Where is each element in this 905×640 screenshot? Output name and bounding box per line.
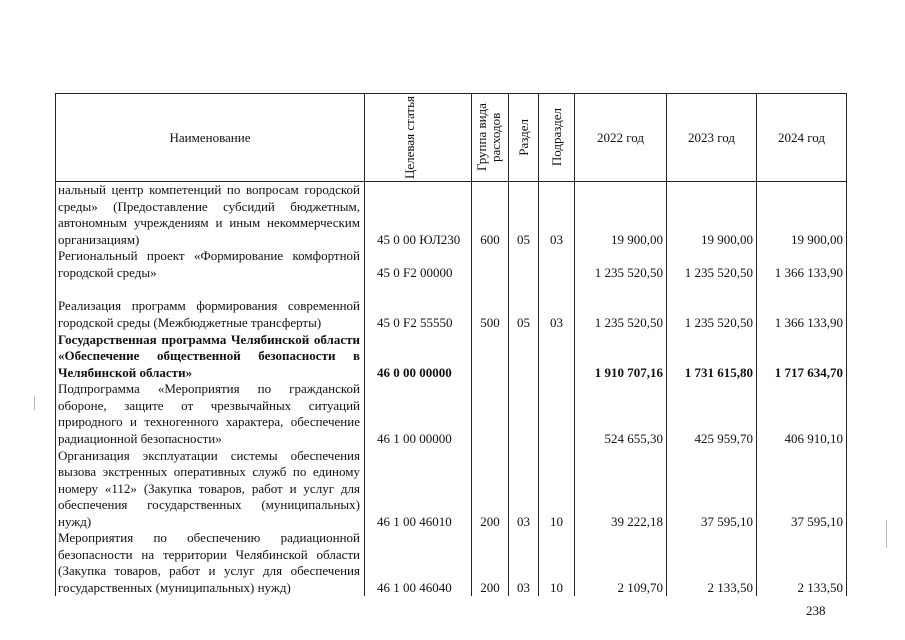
row-2022: 1 910 707,16	[575, 331, 667, 381]
row-group	[472, 248, 509, 281]
row-group: 200	[472, 530, 509, 596]
row-subsection: 03	[539, 281, 575, 331]
header-2022: 2022 год	[575, 94, 667, 182]
row-2024: 1 717 634,70	[757, 331, 847, 381]
header-section-label: Раздел	[515, 119, 531, 156]
row-2023: 37 595,10	[667, 447, 757, 530]
row-2022: 2 109,70	[575, 530, 667, 596]
page-number: 238	[806, 603, 826, 618]
row-name: нальный центр компетенций по вопросам городской среды» (Предоставление субсидий бюджетным, автономным учреждениям и иным некоммерческим организациям)	[56, 182, 365, 249]
header-row	[56, 94, 847, 182]
row-section: 05	[509, 281, 539, 331]
row-name: Государственная программа Челябинской области «Обеспечение общественной безопасности в Челябинской области»	[56, 331, 365, 381]
row-group: 200	[472, 447, 509, 530]
row-code: 45 0 F2 00000	[365, 248, 472, 281]
row-section: 03	[509, 447, 539, 530]
row-2022: 1 235 520,50	[575, 248, 667, 281]
row-group	[472, 331, 509, 381]
header-group-label: Группа вида расходов	[474, 103, 503, 172]
row-subsection	[539, 248, 575, 281]
row-code: 46 1 00 46040	[365, 530, 472, 596]
row-2022: 524 655,30	[575, 381, 667, 447]
row-name: Мероприятия по обеспечению радиационной безопасности на территории Челябинской области (Закупка товаров, работ и услуг для обеспечения государственных (муниципальных) нужд)	[56, 530, 365, 596]
row-2022: 19 900,00	[575, 182, 667, 249]
row-subsection: 03	[539, 182, 575, 249]
budget-table	[55, 93, 847, 596]
table-row	[56, 248, 847, 281]
row-code: 46 0 00 00000	[365, 331, 472, 381]
row-2022: 1 235 520,50	[575, 281, 667, 331]
row-code: 45 0 F2 55550	[365, 281, 472, 331]
header-target-label: Целевая статья	[402, 95, 417, 179]
row-2024: 19 900,00	[757, 182, 847, 249]
row-2024: 406 910,10	[757, 381, 847, 447]
row-subsection: 10	[539, 530, 575, 596]
row-2023: 425 959,70	[667, 381, 757, 447]
header-section	[509, 94, 539, 182]
row-subsection	[539, 381, 575, 447]
row-2024: 1 366 133,90	[757, 248, 847, 281]
row-2024: 2 133,50	[757, 530, 847, 596]
scan-mark	[886, 520, 887, 548]
row-group: 600	[472, 182, 509, 249]
header-target	[365, 94, 472, 182]
row-2023: 1 235 520,50	[667, 281, 757, 331]
row-code: 46 1 00 00000	[365, 381, 472, 447]
header-name: Наименование	[56, 94, 365, 182]
table-row	[56, 530, 847, 596]
row-section	[509, 248, 539, 281]
row-section: 03	[509, 530, 539, 596]
row-name: Подпрограмма «Мероприятия по гражданской обороне, защите от чрезвычайных ситуаций природного и техногенного характера, обеспечение радиационной безопасности»	[56, 381, 365, 447]
table-row	[56, 281, 847, 331]
row-section: 05	[509, 182, 539, 249]
row-2023: 1 731 615,80	[667, 331, 757, 381]
row-code: 45 0 00 ЮЛ230	[365, 182, 472, 249]
row-2024: 1 366 133,90	[757, 281, 847, 331]
table-row	[56, 182, 847, 249]
scan-mark	[34, 396, 35, 410]
row-2023: 1 235 520,50	[667, 248, 757, 281]
row-subsection	[539, 331, 575, 381]
row-group	[472, 381, 509, 447]
row-name: Реализация программ формирования современной городской среды (Межбюджетные трансферты)	[56, 281, 365, 331]
row-code: 46 1 00 46010	[365, 447, 472, 530]
header-group	[472, 94, 509, 182]
row-2023: 19 900,00	[667, 182, 757, 249]
table-row	[56, 381, 847, 447]
row-2024: 37 595,10	[757, 447, 847, 530]
row-group: 500	[472, 281, 509, 331]
row-section	[509, 381, 539, 447]
row-name: Региональный проект «Формирование комфортной городской среды»	[56, 248, 365, 281]
row-section	[509, 331, 539, 381]
header-subsection-label: Подраздел	[548, 108, 564, 167]
row-subsection: 10	[539, 447, 575, 530]
table-row	[56, 331, 847, 381]
row-2023: 2 133,50	[667, 530, 757, 596]
header-subsection	[539, 94, 575, 182]
header-2023: 2023 год	[667, 94, 757, 182]
table-row	[56, 447, 847, 530]
row-name: Организация эксплуатации системы обеспечения вызова экстренных оперативных служб по единому номеру «112» (Закупка товаров, работ и услуг для обеспечения государственных (муниципальных) нужд)	[56, 447, 365, 530]
header-2024: 2024 год	[757, 94, 847, 182]
row-2022: 39 222,18	[575, 447, 667, 530]
